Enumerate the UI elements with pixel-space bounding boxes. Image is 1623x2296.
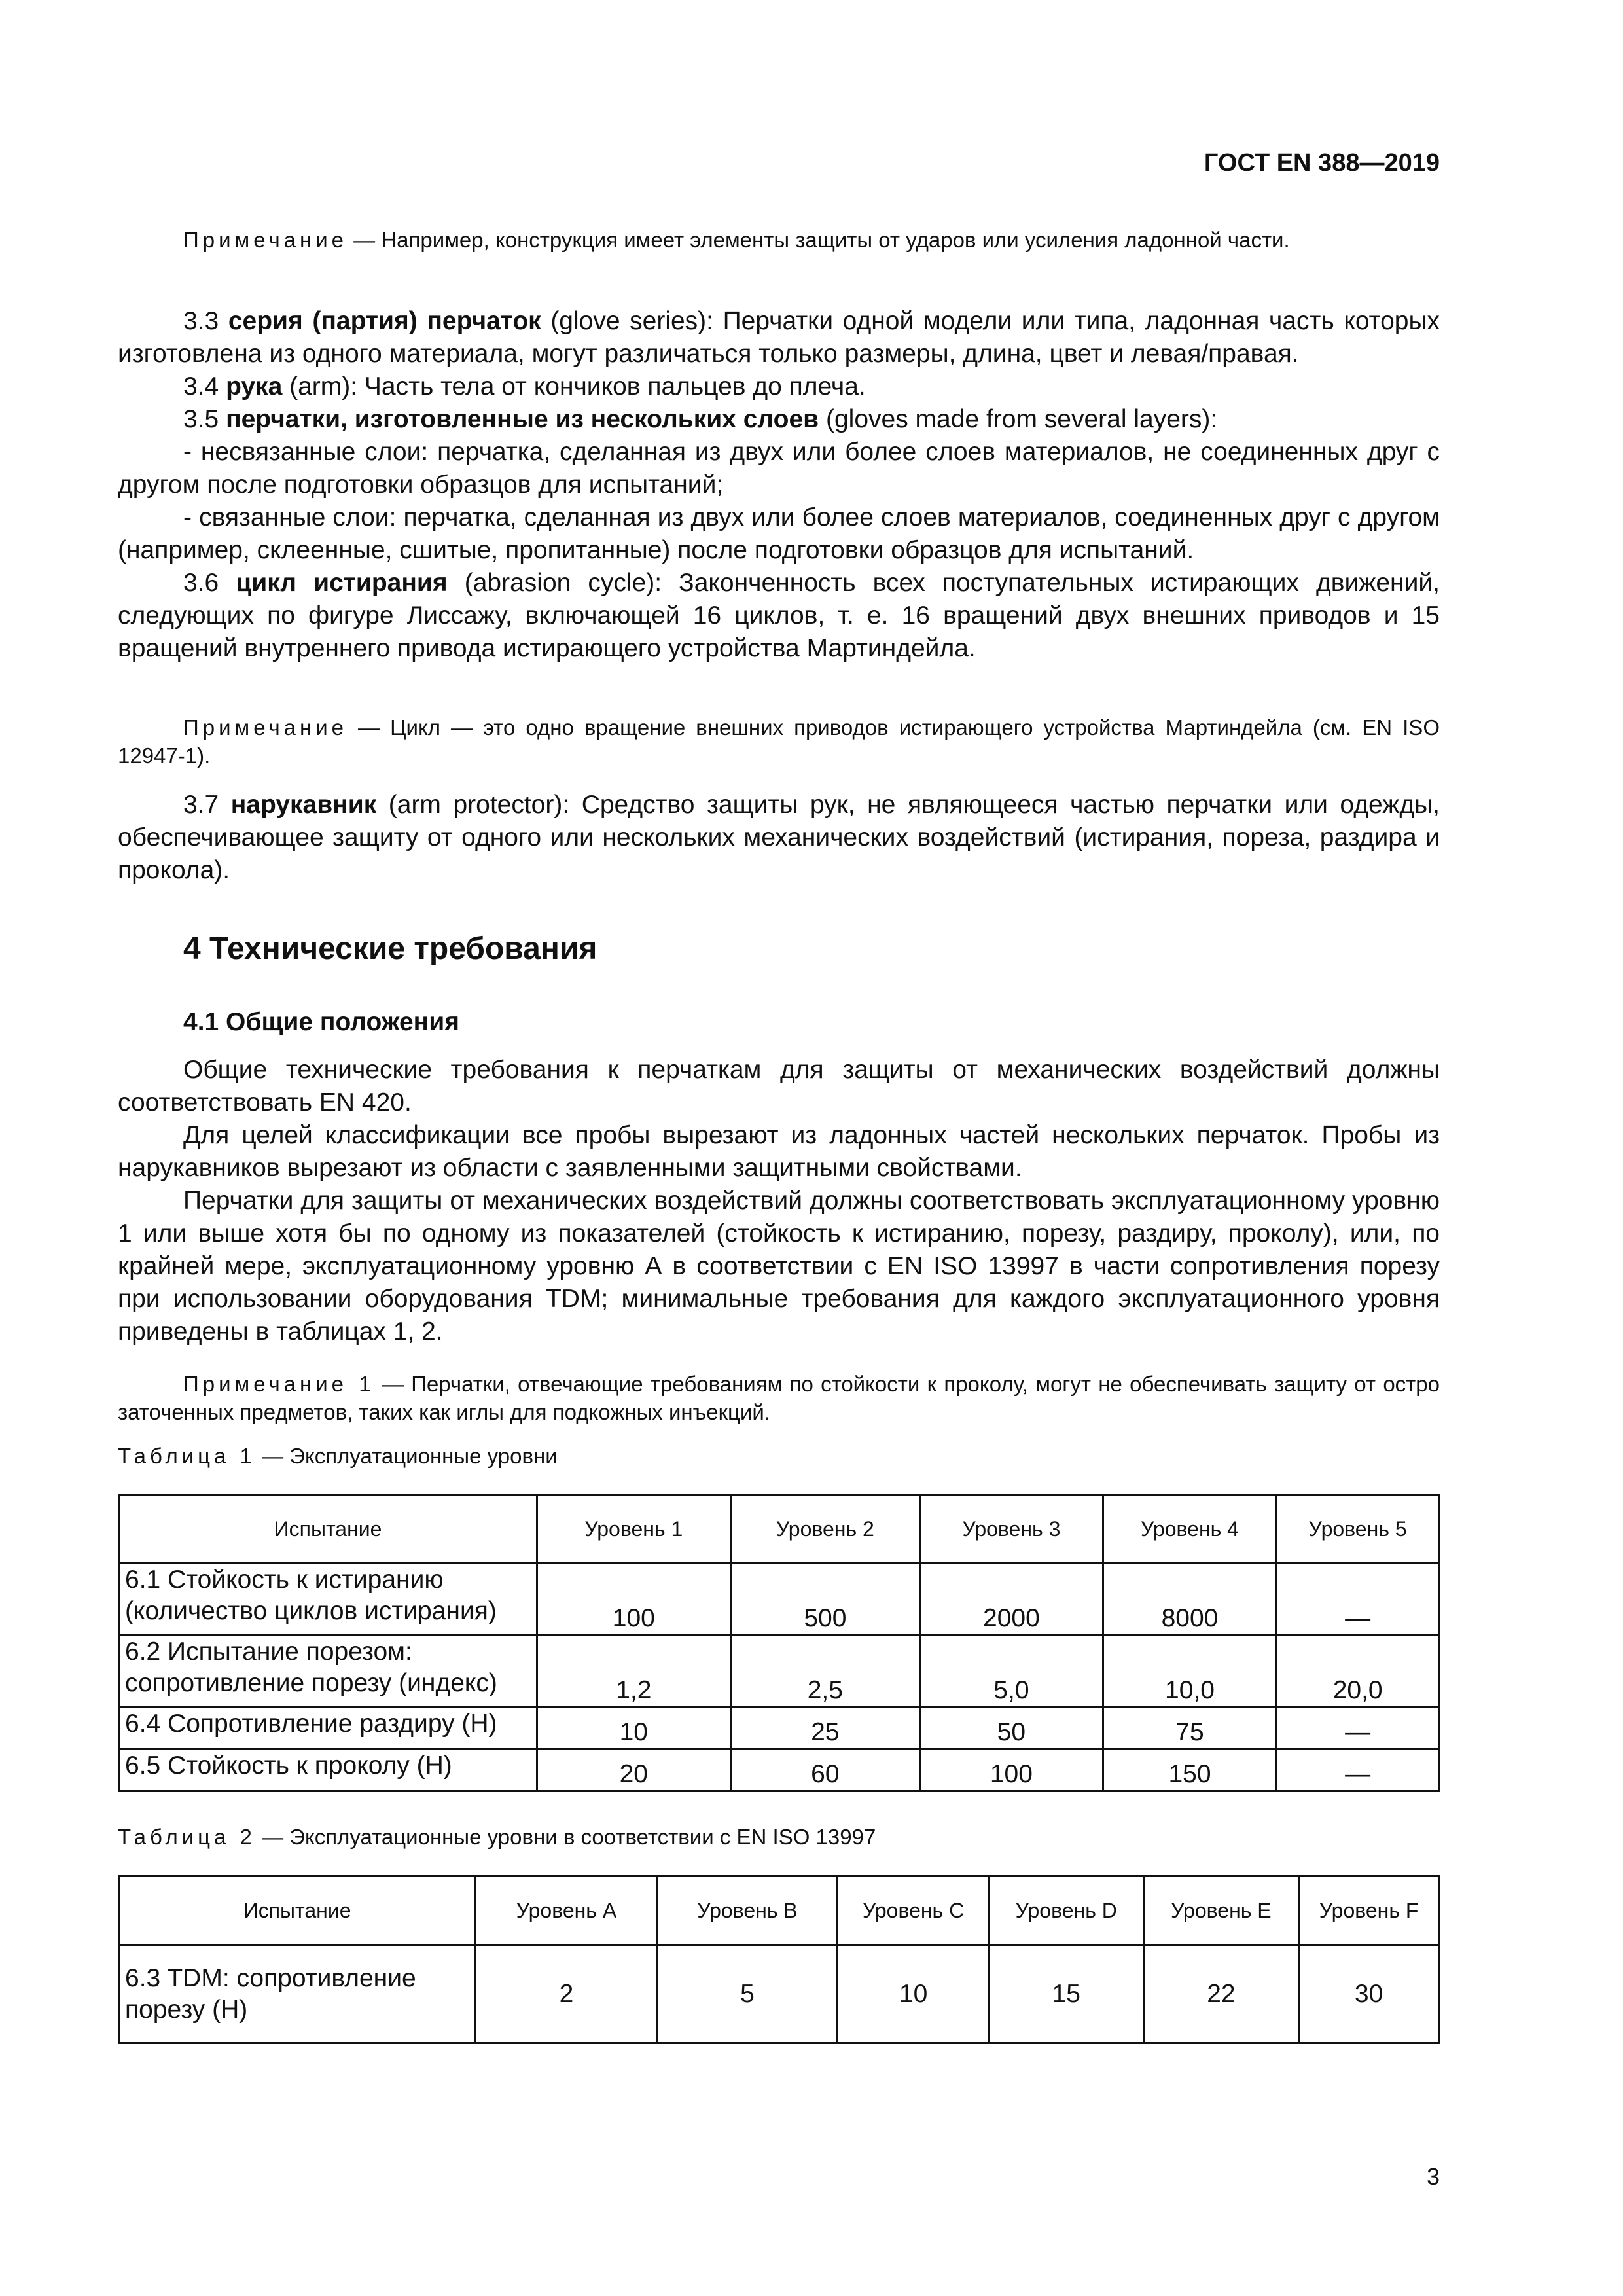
table-cell: 500 (730, 1564, 920, 1636)
definition-number: 3.4 (183, 372, 226, 401)
table-2-caption-block (118, 1825, 1440, 1850)
list-item: - связанные слои: перчатка, сделанная из двух или более слоев материалов, соединенных друг с другом (например, склеенные, сшитые, пропитанные) после подготовки образцов для испытаний. (118, 503, 1440, 564)
content-block-5 (118, 1054, 1440, 1348)
content-block-1 (118, 226, 1440, 254)
table-cell: 5,0 (920, 1636, 1103, 1708)
definition-3-7 (118, 789, 1440, 887)
table-cell: — (1277, 1749, 1439, 1791)
column-header: Уровень D (989, 1876, 1143, 1945)
definition-term: серия (партия) перчаток (228, 307, 541, 335)
subsection-heading: 4.1 Общие положения (183, 1008, 459, 1036)
table-row (119, 1945, 1439, 2043)
table-cell: 15 (989, 1945, 1143, 2043)
table-cell: 10 (537, 1708, 731, 1749)
column-header: Уровень A (476, 1876, 658, 1945)
note-label: Примечание (183, 715, 348, 740)
page-number: 3 (1426, 2163, 1440, 2190)
table-cell: 50 (920, 1708, 1103, 1749)
cut-resistance-levels-table (118, 1875, 1440, 2044)
definition-text: (arm protector): Средство защиты рук, не являющееся частью перчатки или одежды, обеспечивающее защиту от одного или нескольких механических воздействий (истирания, пореза, раздира и прокола). (118, 791, 1440, 884)
definition-text: (glove series): Перчатки одной модели или типа, ладонная часть которых изготовлена из одного материала, могут различаться только размеры, длина, цвет и левая/правая. (118, 307, 1440, 368)
table-row (119, 1749, 1439, 1791)
list-item: - несвязанные слои: перчатка, сделанная из двух или более слоев материалов, не соединенных друг с другом после подготовки образцов для испытаний; (118, 438, 1440, 499)
table-row (119, 1708, 1439, 1749)
table-cell: 5 (657, 1945, 838, 2043)
table-row (119, 1564, 1439, 1636)
table-header-row (119, 1876, 1439, 1945)
table-cell: 10,0 (1103, 1636, 1277, 1708)
content-block-2 (118, 305, 1440, 665)
table-cell: 6.1 Стойкость к истиранию (количество циклов истирания) (119, 1564, 537, 1636)
table-cell: 150 (1103, 1749, 1277, 1791)
note-2 (118, 713, 1440, 770)
section-heading: 4 Технические требования (183, 931, 597, 966)
column-header: Испытание (119, 1876, 476, 1945)
column-header: Уровень E (1143, 1876, 1299, 1945)
paragraph: Общие технические требования к перчаткам для защиты от механических воздействий должны соответствовать EN 420. (118, 1056, 1440, 1117)
paragraph: Перчатки для защиты от механических воздействий должны соответствовать эксплуатационному уровню 1 или выше хотя бы по одному из показателей (стойкость к истиранию, порезу, раздиру, проколу), или, по крайней мере, эксплуатационному уровню А в соответствии с EN ISO 13997 в части сопротивления порезу при использовании оборудования TDM; минимальные требования для каждого эксплуатационного уровня приведены в таблицах 1, 2. (118, 1187, 1440, 1346)
note-label: Примечание 1 (183, 1372, 375, 1396)
definition-text: (gloves made from several layers): (819, 405, 1218, 433)
table-cell: 25 (730, 1708, 920, 1749)
table-cell: 20 (537, 1749, 731, 1791)
column-header: Уровень 5 (1277, 1495, 1439, 1564)
section-4-heading-block (118, 931, 1440, 967)
table-cell: 10 (838, 1945, 990, 2043)
section-4-1-heading-block (118, 1008, 1440, 1037)
definition-term: рука (226, 372, 283, 401)
definition-number: 3.6 (183, 569, 236, 597)
definition-text: (arm): Часть тела от кончиков пальцев до плеча. (282, 372, 866, 401)
definition-term: цикл истирания (236, 569, 448, 597)
note-text: — Перчатки, отвечающие требованиям по стойкости к проколу, могут не обеспечивать защиту от остро заточенных предметов, таких как иглы для подкожных инъекций. (118, 1372, 1440, 1424)
table-cell: 6.3 TDM: сопротивление порезу (Н) (119, 1945, 476, 2043)
table-caption (118, 1825, 1440, 1850)
paragraph: Для целей классификации все пробы вырезают из ладонных частей нескольких перчаток. Пробы из нарукавников вырезают из области с заявленными защитными свойствами. (118, 1121, 1440, 1182)
table-cell: 2 (476, 1945, 658, 2043)
note-text: — Цикл — это одно вращение внешних приводов истирающего устройства Мартиндейла (см. EN ISO 12947-1). (118, 715, 1440, 768)
column-header: Уровень 1 (537, 1495, 731, 1564)
table-cell: 22 (1143, 1945, 1299, 2043)
table-cell: 8000 (1103, 1564, 1277, 1636)
table-cell: 100 (920, 1749, 1103, 1791)
table-header-row (119, 1495, 1439, 1564)
table-row (119, 1636, 1439, 1708)
caption-label: Таблица 2 (118, 1825, 256, 1849)
table-cell: 100 (537, 1564, 731, 1636)
column-header: Уровень B (657, 1876, 838, 1945)
table-cell: 30 (1299, 1945, 1439, 2043)
content-block-4 (118, 789, 1440, 887)
column-header: Уровень C (838, 1876, 990, 1945)
definition-term: нарукавник (230, 791, 377, 819)
definition-number: 3.3 (183, 307, 228, 335)
column-header: Уровень 2 (730, 1495, 920, 1564)
content-block-3 (118, 713, 1440, 770)
caption-text: — Эксплуатационные уровни в соответствии с EN ISO 13997 (255, 1825, 876, 1849)
definition-3-6 (118, 567, 1440, 665)
column-header: Уровень 3 (920, 1495, 1103, 1564)
table-1-caption-block (118, 1444, 1440, 1469)
table-cell: 2000 (920, 1564, 1103, 1636)
note-3 (118, 1370, 1440, 1426)
note-text: — Например, конструкция имеет элементы защиты от ударов или усиления ладонной части. (348, 228, 1290, 252)
table-cell: — (1277, 1708, 1439, 1749)
definition-3-5 (118, 403, 1440, 436)
definition-number: 3.7 (183, 791, 231, 819)
table-cell: 2,5 (730, 1636, 920, 1708)
table-2 (118, 1875, 1440, 2044)
table-cell: 6.5 Стойкость к проколу (Н) (119, 1749, 537, 1791)
column-header: Испытание (119, 1495, 537, 1564)
table-cell: 75 (1103, 1708, 1277, 1749)
table-cell: 60 (730, 1749, 920, 1791)
table-cell: — (1277, 1564, 1439, 1636)
note-label: Примечание (183, 228, 348, 252)
column-header: Уровень F (1299, 1876, 1439, 1945)
definition-number: 3.5 (183, 405, 226, 433)
definition-term: перчатки, изготовленные из нескольких слоев (226, 405, 819, 433)
table-1 (118, 1494, 1440, 1792)
document-id: ГОСТ EN 388—2019 (1204, 149, 1440, 177)
definition-text: (abrasion cycle): Законченность всех поступательных истирающих движений, следующих по фигуре Лиссажу, включающей 16 циклов, т. е. 16 вращений двух внешних приводов и 15 вращений внутреннего привода истирающего устройства Мартиндейла. (118, 569, 1440, 662)
definition-3-4 (118, 370, 1440, 403)
content-block-6 (118, 1370, 1440, 1426)
table-caption (118, 1444, 1440, 1469)
definition-3-3 (118, 305, 1440, 370)
performance-levels-table (118, 1494, 1440, 1792)
table-cell: 1,2 (537, 1636, 731, 1708)
table-cell: 6.4 Сопротивление раздиру (Н) (119, 1708, 537, 1749)
table-cell: 6.2 Испытание порезом: сопротивление порезу (индекс) (119, 1636, 537, 1708)
column-header: Уровень 4 (1103, 1495, 1277, 1564)
caption-label: Таблица 1 (118, 1444, 256, 1468)
table-cell: 20,0 (1277, 1636, 1439, 1708)
caption-text: — Эксплуатационные уровни (255, 1444, 558, 1468)
note-1 (118, 226, 1440, 254)
